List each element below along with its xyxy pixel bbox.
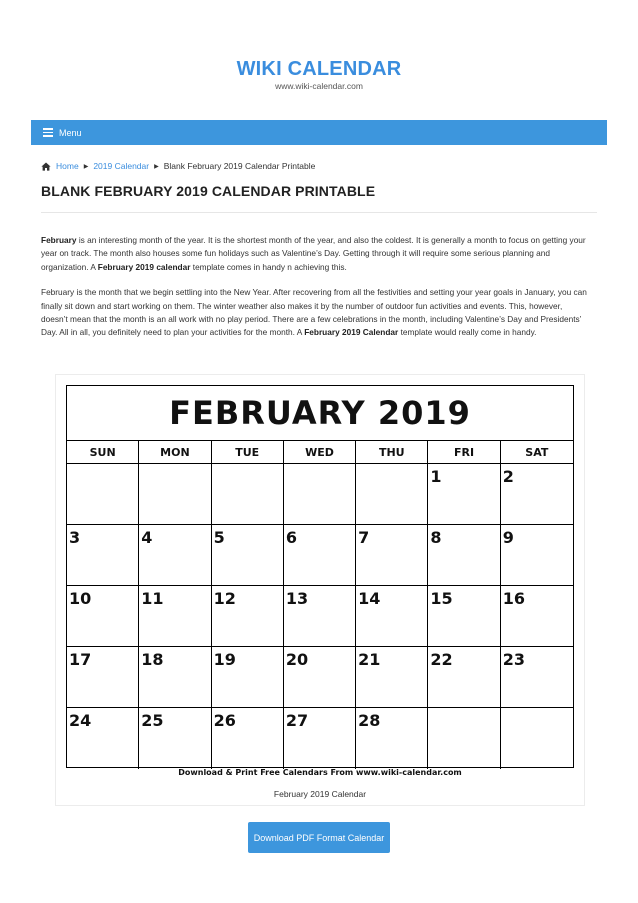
calendar-day-cell: 25 [139,708,211,769]
calendar-day-cell: 23 [501,647,573,708]
calendar-day-cell [212,464,284,525]
breadcrumb-home-link[interactable]: Home [56,161,79,171]
calendar-day-cell: 22 [428,647,500,708]
calendar-day-cell: 24 [67,708,139,769]
bold-text: February 2019 calendar [97,261,191,272]
weekday-header: WED [284,441,356,464]
menu-label: Menu [59,127,82,138]
hamburger-icon [43,128,53,137]
calendar-day-cell: 11 [139,586,211,647]
calendar-day-cell [67,464,139,525]
breadcrumb-2019-calendar-link[interactable]: 2019 Calendar [93,161,150,171]
calendar-day-cell: 18 [139,647,211,708]
calendar-footer: Download & Print Free Calendars From www.wiki-calendar.com [178,768,462,777]
calendar-day-cell [501,708,573,769]
weekday-header: FRI [428,441,500,464]
calendar-day-cell [139,464,211,525]
calendar-day-cell: 16 [501,586,573,647]
calendar-day-cell: 26 [212,708,284,769]
bold-text: February 2019 Calendar [304,327,399,338]
calendar-day-cell: 9 [501,525,573,586]
breadcrumb-current: Blank February 2019 Calendar Printable [163,161,316,171]
calendar-day-cell: 20 [284,647,356,708]
calendar-grid [67,441,573,769]
calendar-day-cell: 10 [67,586,139,647]
chevron-right-icon: ▶ [83,163,89,170]
bold-text: February [41,235,77,245]
calendar-day-cell: 19 [212,647,284,708]
paragraph-text: is an interesting month of the year. It is the shortest month of the year, and also the coldest. It is generally a month to focus on getting your year on track. The month also houses some fun holidays such as Valentine’s Day. Getting through it will require some serious planning and organization. A [41,235,586,272]
weekday-header: MON [139,441,211,464]
weekday-header: THU [356,441,428,464]
calendar-day-cell: 3 [67,525,139,586]
weekday-header: SAT [501,441,573,464]
calendar-day-cell: 17 [67,647,139,708]
calendar-day-cell: 8 [428,525,500,586]
calendar-image[interactable] [66,385,574,768]
site-header [0,0,638,120]
calendar-day-cell: 15 [428,586,500,647]
menu-bar[interactable] [31,120,607,145]
calendar-figure [55,374,585,806]
paragraph-second [41,286,591,340]
calendar-day-cell: 28 [356,708,428,769]
calendar-day-cell: 2 [501,464,573,525]
calendar-day-cell: 12 [212,586,284,647]
paragraph-text: template would really come in handy. [398,327,537,338]
calendar-day-cell: 7 [356,525,428,586]
article-content [41,234,591,352]
home-icon [41,162,51,171]
page-title: BLANK FEBRUARY 2019 CALENDAR PRINTABLE [41,183,376,199]
site-url: www.wiki-calendar.com [275,81,363,91]
download-pdf-button[interactable]: Download PDF Format Calendar [248,822,390,853]
calendar-day-cell: 13 [284,586,356,647]
calendar-day-cell: 14 [356,586,428,647]
calendar-day-cell [284,464,356,525]
calendar-day-cell: 27 [284,708,356,769]
paragraph-text: February is the month that we begin settling into the New Year. After recovering from all the festivities and setting your year goals in January, you can finally sit down and start working on them. The winter weather also makes it by the number of outdoor fun activities and events. This, however, doesn’t mean that the month is an all work with no play period. There are a few celebrations in the month, including Valentine’s Day and Presidents’ Day. All in all, you definitely need to plan your activities for the month. A [41,287,587,338]
chevron-right-icon: ▶ [154,163,159,170]
breadcrumb [41,160,315,172]
paragraph-text: template comes in handy n achieving this. [190,261,347,272]
calendar-day-cell [428,708,500,769]
calendar-day-cell: 4 [139,525,211,586]
title-divider [41,212,597,213]
calendar-day-cell: 5 [212,525,284,586]
calendar-title: FEBRUARY 2019 [67,386,573,441]
weekday-header: TUE [212,441,284,464]
site-title[interactable]: WIKI CALENDAR [236,58,402,80]
calendar-day-cell: 21 [356,647,428,708]
figure-caption: February 2019 Calendar [273,789,367,799]
weekday-header: SUN [67,441,139,464]
calendar-day-cell [356,464,428,525]
paragraph-intro [41,234,591,274]
calendar-day-cell: 1 [428,464,500,525]
calendar-day-cell: 6 [284,525,356,586]
